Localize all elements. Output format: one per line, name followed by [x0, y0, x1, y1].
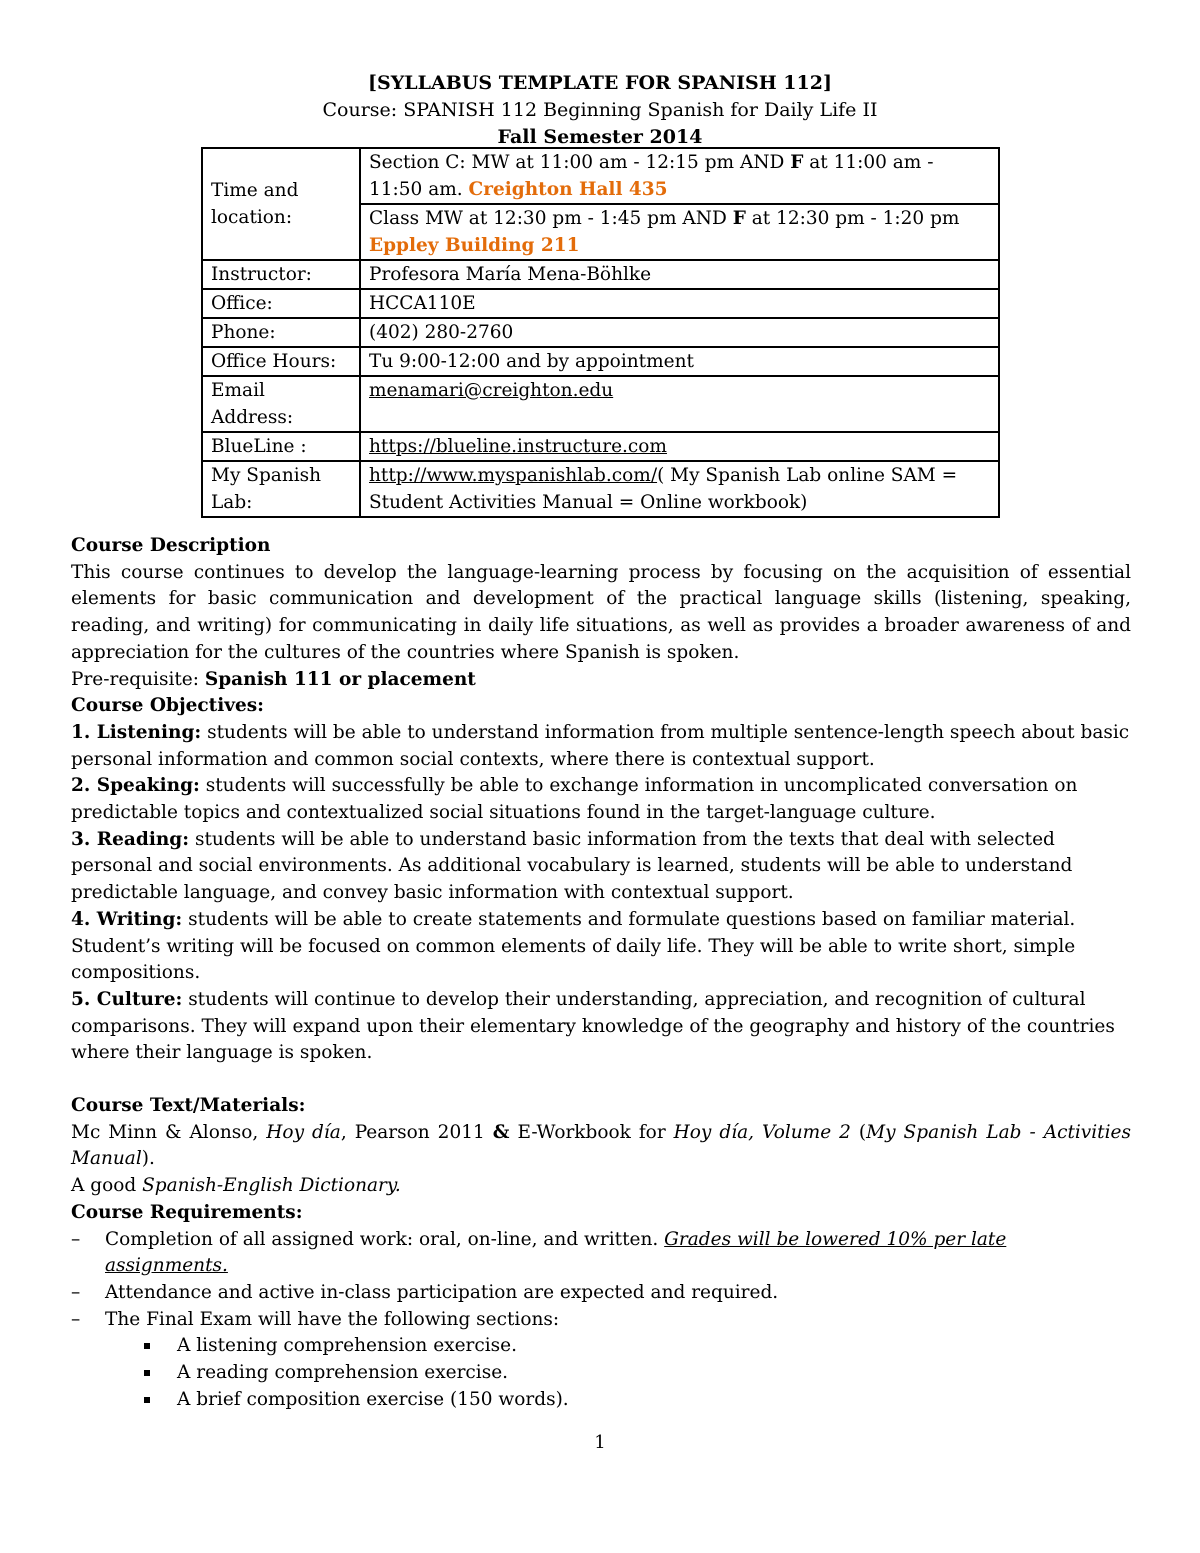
dictionary-title: Spanish-English Dictionary. — [142, 1175, 401, 1197]
course-line: Course: SPANISH 112 Beginning Spanish for Daily Life II — [322, 99, 878, 121]
objective-reading — [71, 827, 1131, 907]
objective-text: students will be able to understand information from multiple sentence-length speech about basic personal information and common social contexts, where there is contextual support. — [71, 721, 1130, 770]
objective-writing — [71, 907, 1131, 987]
email-label: Email Address: — [202, 376, 360, 432]
materials-publisher: , Pearson 2011 — [340, 1121, 493, 1143]
class-text: Class MW at 12:30 pm - 1:45 pm AND — [369, 208, 733, 229]
page-number: 1 — [594, 1432, 606, 1453]
square-bullet-icon — [144, 1370, 150, 1376]
table-row — [202, 376, 999, 432]
document-title: [SYLLABUS TEMPLATE FOR SPANISH 112] — [368, 72, 832, 94]
exam-section-item — [71, 1387, 1131, 1414]
class-cell — [360, 204, 999, 260]
dash-marker: – — [71, 1308, 81, 1330]
table-row — [202, 289, 999, 318]
blueline-cell — [360, 432, 999, 461]
section-c-day: F — [790, 152, 804, 173]
course-info-table — [201, 147, 1000, 518]
exam-section-text: A listening comprehension exercise. — [177, 1335, 517, 1357]
dictionary-prefix: A good — [71, 1175, 143, 1197]
section-c-location: Creighton Hall 435 — [468, 179, 668, 200]
dash-marker: – — [71, 1228, 81, 1250]
materials-workbook: E-Workbook for — [509, 1121, 674, 1143]
prerequisite-line — [71, 667, 1131, 694]
time-location-label: Time and location: — [202, 148, 360, 260]
section-c-time: at 11:00 am - 11:50 am. — [369, 152, 934, 200]
section-c-cell — [360, 148, 999, 204]
materials-ampersand: & — [492, 1121, 510, 1143]
table-row — [202, 432, 999, 461]
course-materials-text — [71, 1120, 1131, 1173]
table-row — [202, 148, 999, 204]
phone-label: Phone: — [202, 318, 360, 347]
requirement-text: The Final Exam will have the following sections: — [105, 1308, 560, 1330]
objective-speaking — [71, 773, 1131, 826]
exam-section-item — [71, 1333, 1131, 1360]
course-description-text: This course continues to develop the language-learning process by focusing on the acquisition of essential elements for basic communication and development of the practical language skills (listening, speaking, reading, and writing) for communicating in daily life situations, as well as provides a broader awareness of and appreciation for the cultures of the countries where Spanish is spoken. — [71, 561, 1131, 663]
materials-paren-close: ). — [141, 1148, 155, 1170]
office-hours-label: Office Hours: — [202, 347, 360, 376]
blueline-link[interactable]: https://blueline.instructure.com — [369, 436, 667, 457]
objective-text: students will be able to create statements and formulate questions based on familiar material. Student’s writing will be focused on common elements of daily life. They will be able to write short, simple compositions. — [71, 908, 1076, 984]
email-cell — [360, 376, 999, 432]
materials-book-title: Hoy día — [266, 1121, 341, 1143]
office-hours-value: Tu 9:00-12:00 and by appointment — [360, 347, 999, 376]
late-policy-emphasis: Grades will be lowered 10% per late assignments. — [105, 1228, 1007, 1277]
materials-lab-manual: My Spanish Lab - Activities Manual — [71, 1121, 1131, 1170]
instructor-label: Instructor: — [202, 260, 360, 289]
table-row — [202, 461, 999, 517]
blueline-label: BlueLine : — [202, 432, 360, 461]
materials-authors: Mc Minn & Alonso, — [71, 1121, 267, 1143]
objective-label: 1. Listening: — [71, 721, 202, 743]
section-c-text: Section C: MW at 11:00 am - 12:15 pm AND — [369, 152, 791, 173]
myspanishlab-link[interactable]: http://www.myspanishlab.com/ — [369, 465, 658, 486]
requirement-text: Attendance and active in-class participation are expected and required. — [105, 1281, 779, 1303]
phone-value: (402) 280-2760 — [360, 318, 999, 347]
objective-culture — [71, 987, 1131, 1067]
exam-section-text: A brief composition exercise (150 words). — [177, 1388, 569, 1410]
course-requirements-heading: Course Requirements: — [71, 1201, 303, 1223]
objective-label: 2. Speaking: — [71, 775, 200, 797]
course-materials-heading: Course Text/Materials: — [71, 1095, 306, 1117]
dictionary-line — [71, 1173, 1131, 1200]
document-body — [71, 533, 1131, 1414]
myspanishlab-cell — [360, 461, 999, 517]
square-bullet-icon — [144, 1397, 150, 1403]
requirement-item — [71, 1280, 1131, 1307]
class-day: F — [732, 208, 746, 229]
objective-listening — [71, 720, 1131, 773]
exam-section-item — [71, 1360, 1131, 1387]
office-value: HCCA110E — [360, 289, 999, 318]
course-objectives-heading: Course Objectives: — [71, 695, 265, 717]
class-location: Eppley Building 211 — [369, 235, 580, 256]
office-label: Office: — [202, 289, 360, 318]
objective-label: 4. Writing: — [71, 908, 183, 930]
objective-label: 5. Culture: — [71, 988, 183, 1010]
requirement-item — [71, 1227, 1131, 1280]
instructor-value: Profesora María Mena-Böhlke — [360, 260, 999, 289]
materials-paren-open: ( — [850, 1121, 867, 1143]
myspanishlab-note: ( My Spanish Lab online SAM = Student Activities Manual = Online workbook) — [369, 465, 958, 513]
semester: Fall Semester 2014 — [497, 126, 703, 148]
table-row — [202, 318, 999, 347]
table-row — [202, 347, 999, 376]
objective-text: students will continue to develop their understanding, appreciation, and recognition of cultural comparisons. They will expand upon their elementary knowledge of the geography and history of the countries where their language is spoken. — [71, 988, 1115, 1064]
course-description-heading: Course Description — [71, 535, 271, 556]
requirement-text: Completion of all assigned work: oral, on-line, and written. — [105, 1228, 665, 1250]
email-link[interactable]: menamari@creighton.edu — [369, 380, 614, 401]
materials-volume: Hoy día, Volume 2 — [673, 1121, 851, 1143]
myspanishlab-label: My Spanish Lab: — [202, 461, 360, 517]
prerequisite-value: Spanish 111 or placement — [204, 668, 476, 690]
requirement-item — [71, 1307, 1131, 1334]
objective-text: students will successfully be able to exchange information in uncomplicated conversation on predictable topics and contextualized social situations found in the target-language culture. — [71, 775, 1078, 824]
objective-text: students will be able to understand basic information from the texts that deal with selected personal and social environments. As additional vocabulary is learned, students will be able to understand predictable language, and convey basic information with contextual support. — [71, 828, 1073, 904]
objective-label: 3. Reading: — [71, 828, 190, 850]
prerequisite-label: Pre-requisite: — [71, 668, 205, 690]
table-row — [202, 260, 999, 289]
class-time: at 12:30 pm - 1:20 pm — [745, 208, 960, 229]
exam-section-text: A reading comprehension exercise. — [177, 1362, 509, 1384]
square-bullet-icon — [144, 1343, 150, 1349]
dash-marker: – — [71, 1281, 81, 1303]
